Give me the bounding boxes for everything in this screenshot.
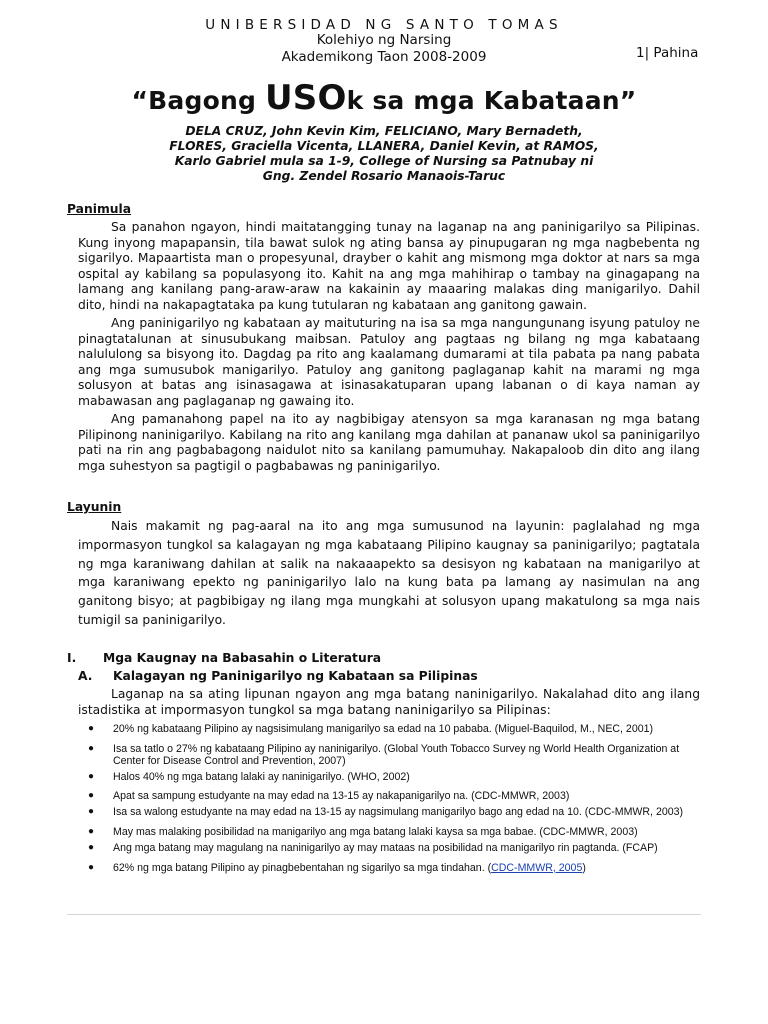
authors-line: Gng. Zendel Rosario Manaois-Taruc — [262, 169, 506, 183]
bullet-icon: ● — [88, 861, 95, 873]
panimula-heading: Panimula — [67, 202, 132, 216]
list-item — [88, 743, 708, 768]
bullet-icon: ● — [88, 842, 95, 854]
authors-block — [0, 124, 768, 184]
statistics-list — [88, 723, 708, 874]
university-name: UNIBERSIDAD NG SANTO TOMAS — [205, 17, 563, 33]
bullet-icon: ● — [88, 805, 95, 817]
page-divider — [67, 914, 701, 915]
list-item — [88, 826, 708, 839]
bullet-icon: ● — [88, 742, 95, 754]
authors-line: DELA CRUZ, John Kevin Kim, FELICIANO, Mary Bernadeth, — [185, 124, 583, 138]
bullet-icon: ● — [88, 723, 95, 734]
title-prefix: “Bagong — [131, 86, 265, 115]
layunin-heading: Layunin — [67, 500, 122, 514]
list-item — [88, 723, 708, 736]
list-item-text: May mas malaking posibilidad na manigarilyo ang mga batang lalaki kaysa sa mga babae. (CDC-MMWR, 2003) — [113, 825, 638, 838]
page-number: 1| Pahina — [636, 45, 699, 61]
authors-line: FLORES, Graciella Vicenta, LLANERA, Daniel Kevin, at RAMOS, — [169, 139, 599, 153]
section-intro — [78, 687, 700, 718]
document-title — [0, 78, 768, 118]
list-item — [88, 842, 708, 855]
subsection-letter: A. — [78, 669, 93, 683]
paragraph: Nais makamit ng pag-aaral na ito ang mga sumusunod na layunin: paglalahad ng mga impormasyon tungkol sa kalagayan ng mga kabataang Pilipino kaugnay sa paninigarilyo; pagtatala ng mga karaniwang dahilan at salik na nakaaapekto sa desisyon ng kabataan na manigarilyo at mga karaniwang epekto ng paninigarilyo lalo na kung bata pa lamang ay nasimulan na ang ganitong bisyo; at pagbibigay ng ilang mga mungkahi at solusyon upang makatulong sa mga nais tumigil sa paninigarilyo. — [78, 519, 700, 627]
section-title: Mga Kaugnay na Babasahin o Literatura — [103, 651, 382, 665]
paragraph: Laganap na sa ating lipunan ngayon ang mga batang naninigarilyo. Nakalahad dito ang ilang istadistika at impormasyon tungkol sa mga batang naninigarilyo sa Pilipinas: — [78, 687, 700, 717]
bullet-icon: ● — [88, 790, 95, 802]
list-item-text: Apat sa sampung estudyante na may edad na 13-15 ay nakapanigarilyo na. (CDC-MMWR, 2003) — [113, 790, 570, 803]
bullet-icon: ● — [88, 825, 95, 837]
paragraph: Ang paninigarilyo ng kabataan ay maituturing na isa sa mga nangungunang isyung patuloy ne pinagtatalunan at sinusubukang maibsan. Patuloy ang pagtaas ng bilang ng mga kabataang nalululong sa bisyong ito. Dagdag pa rito ang kaalamang dumarami at tila pabata pa nang pabata ang mga sumusubok manigarilyo. Patuloy ang ganitong paglaganap kahit na marami ng mga solusyon at batas ang isinasagawa at isinasakatuparan upang labanan o di kaya naman ay mabawasan ang paglaganap ng gawaing ito. — [78, 316, 700, 408]
list-item — [88, 790, 708, 803]
list-item-text: Ang mga batang may magulang na naninigarilyo ay may mataas na posibilidad na manigarilyo rin pagtanda. (FCAP) — [113, 842, 658, 855]
list-item — [88, 771, 708, 784]
title-highlight: USO — [264, 78, 347, 118]
list-item-text: 62% ng mga batang Pilipino ay pinagbebentahan ng sigarilyo sa mga tindahan. ( — [113, 861, 492, 874]
section-number: I. — [67, 651, 77, 665]
title-suffix: k sa mga Kabataan” — [346, 86, 637, 115]
academic-year: Akademikong Taon 2008-2009 — [281, 49, 487, 65]
college-name: Kolehiyo ng Narsing — [316, 32, 452, 48]
list-item-text: 20% ng kabataang Pilipino ay nagsisimulang manigarilyo sa edad na 10 pababa. (Miguel-Baquilod, M., NEC, 2001) — [113, 723, 654, 735]
panimula-body — [78, 220, 700, 474]
subsection-title: Kalagayan ng Paninigarilyo ng Kabataan sa Pilipinas — [113, 669, 478, 683]
authors-line: Karlo Gabriel mula sa 1-9, College of Nursing sa Patnubay ni — [174, 154, 594, 168]
paragraph: Ang pamanahong papel na ito ay nagbibigay atensyon sa mga karanasan ng mga batang Pilipinong naninigarilyo. Kabilang na rito ang kanilang mga dahilan at pananaw ukol sa paninigarilyo pati na rin ang pagbabagong naidulot nito sa kanilang pamumuhay. Nakapaloob din dito ang ilang mga suhestyon sa pagtigil o pagbabawas ng paninigarilyo. — [78, 412, 700, 473]
paragraph: Sa panahon ngayon, hindi maitatangging tunay na laganap na ang paninigarilyo sa Pilipinas. Kung inyong mapapansin, tila bawat sulok ng ating bansa ay pinupugaran ng mga nagbebenta ng sigarilyo. Mapaartista man o propesyunal, drayber o kahit ang mismong mga doktor at nars sa mga ospital ay kabilang sa populasyong ito. Kahit na ang mga mahihirap o tambay na ginagapang na lamang ang kanilang pang-araw-araw na kakainin ay maaaring malakas ding manigarilyo. Dahil dito, hindi na nakapagtataka pa kung tutularan ng kabataan ang ganitong gawain. — [78, 220, 700, 312]
list-item-text: Isa sa walong estudyante na may edad na 13-15 ay nagsimulang manigarilyo bago ang edad na 10. (CDC-MMWR, 2003) — [113, 805, 684, 818]
list-item-text: Halos 40% ng mga batang lalaki ay naninigarilyo. (WHO, 2002) — [113, 770, 410, 783]
citation-link[interactable]: CDC-MMWR, 2005 — [491, 861, 583, 874]
list-item-text: Isa sa tatlo o 27% ng kabataang Pilipino ay naninigarilyo. (Global Youth Tobacco Survey ng World Health Organization at Center for Disease Control and Prevention, 2007) — [113, 742, 680, 768]
list-item — [88, 806, 708, 819]
layunin-body — [78, 517, 700, 630]
bullet-icon: ● — [88, 770, 95, 782]
list-item — [88, 862, 708, 875]
list-item-close: ) — [582, 861, 586, 874]
